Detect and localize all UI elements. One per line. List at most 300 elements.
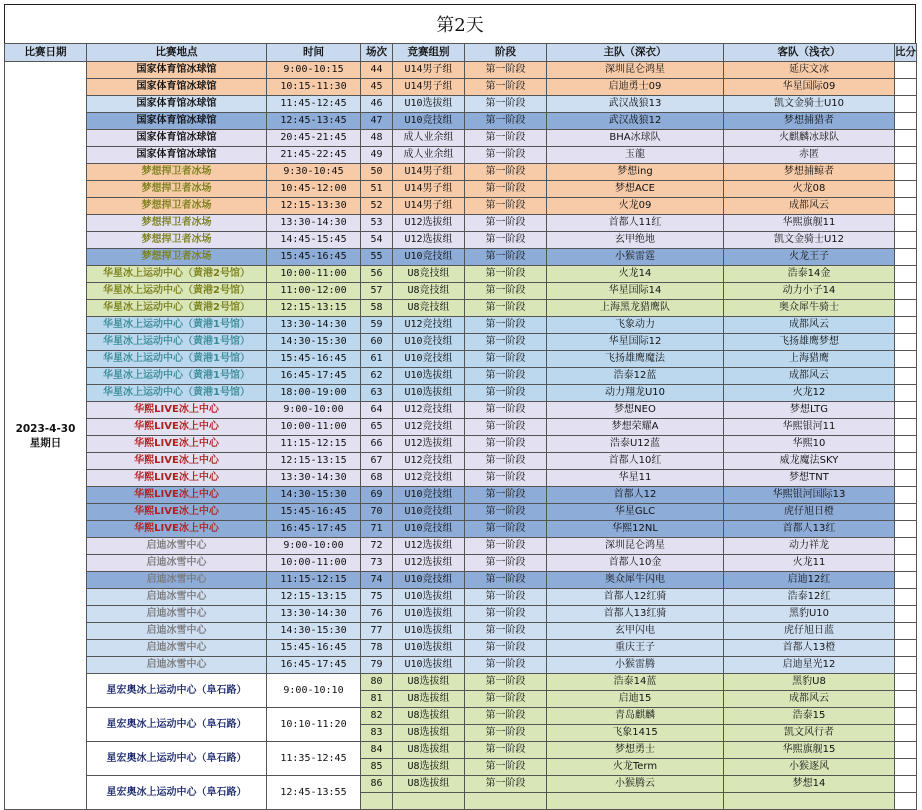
match-no-cell: 85: [361, 759, 393, 776]
header-venue: 比赛地点: [87, 44, 267, 62]
schedule-sheet: [4, 4, 916, 810]
match-no-cell: 79: [361, 657, 393, 674]
venue-cell: 国家体育馆冰球馆: [87, 130, 267, 147]
home-team-cell: 青岛麒麟: [547, 708, 724, 725]
time-cell: 11:00-12:00: [267, 283, 361, 300]
stage-cell: [465, 793, 547, 810]
away-team-cell: 凯文风行者: [724, 725, 895, 742]
away-team-cell: 浩泰14金: [724, 266, 895, 283]
match-no-cell: 58: [361, 300, 393, 317]
table-row: [5, 436, 917, 453]
stage-cell: 第一阶段: [465, 300, 547, 317]
stage-cell: 第一阶段: [465, 572, 547, 589]
venue-cell: 启迪冰雪中心: [87, 555, 267, 572]
table-row: [5, 300, 917, 317]
time-cell: 12:45-13:55: [267, 776, 361, 810]
home-team-cell: 华星国际12: [547, 334, 724, 351]
table-row: [5, 164, 917, 181]
score-cell: [895, 79, 917, 96]
venue-cell: 国家体育馆冰球馆: [87, 62, 267, 79]
table-row: [5, 232, 917, 249]
score-cell: [895, 198, 917, 215]
away-team-cell: 动力小子14: [724, 283, 895, 300]
score-cell: [895, 283, 917, 300]
away-team-cell: 启迪星光12: [724, 657, 895, 674]
venue-cell: 梦想捍卫者冰场: [87, 164, 267, 181]
match-no-cell: 57: [361, 283, 393, 300]
table-row: [5, 62, 917, 79]
stage-cell: 第一阶段: [465, 589, 547, 606]
away-team-cell: 虎仔旭日蓝: [724, 623, 895, 640]
home-team-cell: 梦想荣耀A: [547, 419, 724, 436]
away-team-cell: 成都风云: [724, 317, 895, 334]
match-no-cell: 69: [361, 487, 393, 504]
venue-cell: 启迪冰雪中心: [87, 572, 267, 589]
venue-cell: 华星冰上运动中心（黄港1号馆）: [87, 351, 267, 368]
match-no-cell: 81: [361, 691, 393, 708]
home-team-cell: 首都人11红: [547, 215, 724, 232]
table-row: [5, 249, 917, 266]
time-cell: 14:45-15:45: [267, 232, 361, 249]
venue-cell: 梦想捍卫者冰场: [87, 249, 267, 266]
time-cell: 12:15-13:30: [267, 198, 361, 215]
group-cell: U8选拔组: [393, 674, 465, 691]
stage-cell: 第一阶段: [465, 385, 547, 402]
group-cell: U8竞技组: [393, 266, 465, 283]
score-cell: [895, 742, 917, 759]
time-cell: 14:30-15:30: [267, 334, 361, 351]
weekday-text: 星期日: [29, 436, 62, 449]
away-team-cell: 成都风云: [724, 368, 895, 385]
home-team-cell: 武汉战狼13: [547, 96, 724, 113]
away-team-cell: [724, 793, 895, 810]
score-cell: [895, 793, 917, 810]
stage-cell: 第一阶段: [465, 606, 547, 623]
away-team-cell: 梦想TNT: [724, 470, 895, 487]
score-cell: [895, 300, 917, 317]
home-team-cell: 华星GLC: [547, 504, 724, 521]
stage-cell: 第一阶段: [465, 419, 547, 436]
stage-cell: 第一阶段: [465, 334, 547, 351]
group-cell: U8选拔组: [393, 759, 465, 776]
time-cell: 10:00-11:00: [267, 266, 361, 283]
table-row: [5, 470, 917, 487]
table-row: [5, 674, 917, 691]
away-team-cell: 华星国际09: [724, 79, 895, 96]
table-row: [5, 385, 917, 402]
group-cell: U8竞技组: [393, 300, 465, 317]
away-team-cell: 火麒麟冰球队: [724, 130, 895, 147]
time-cell: 9:00-10:15: [267, 62, 361, 79]
venue-cell: 启迪冰雪中心: [87, 623, 267, 640]
stage-cell: 第一阶段: [465, 351, 547, 368]
home-team-cell: 小猴雷霆: [547, 249, 724, 266]
away-team-cell: 上海猎鹰: [724, 351, 895, 368]
match-no-cell: 59: [361, 317, 393, 334]
group-cell: U10选拔组: [393, 623, 465, 640]
home-team-cell: 首都人12红骑: [547, 589, 724, 606]
stage-cell: 第一阶段: [465, 402, 547, 419]
group-cell: U10选拔组: [393, 657, 465, 674]
home-team-cell: 华星11: [547, 470, 724, 487]
table-row: [5, 606, 917, 623]
score-cell: [895, 623, 917, 640]
away-team-cell: 华熙银河11: [724, 419, 895, 436]
away-team-cell: 启迪12红: [724, 572, 895, 589]
home-team-cell: 重庆王子: [547, 640, 724, 657]
score-cell: [895, 402, 917, 419]
score-cell: [895, 759, 917, 776]
away-team-cell: 华熙银河国际13: [724, 487, 895, 504]
stage-cell: 第一阶段: [465, 453, 547, 470]
venue-cell: 华星冰上运动中心（黄港1号馆）: [87, 334, 267, 351]
venue-cell: 华星冰上运动中心（黄港1号馆）: [87, 368, 267, 385]
venue-cell: 星宏奥冰上运动中心（阜石路）: [87, 742, 267, 776]
time-cell: 12:15-13:15: [267, 453, 361, 470]
away-team-cell: 黑豹U10: [724, 606, 895, 623]
venue-cell: 国家体育馆冰球馆: [87, 79, 267, 96]
stage-cell: 第一阶段: [465, 130, 547, 147]
away-team-cell: 小猴逐风: [724, 759, 895, 776]
away-team-cell: 动力祥龙: [724, 538, 895, 555]
venue-cell: 星宏奥冰上运动中心（阜石路）: [87, 776, 267, 810]
time-cell: 14:30-15:30: [267, 623, 361, 640]
table-row: [5, 640, 917, 657]
home-team-cell: 玄甲闪电: [547, 623, 724, 640]
time-cell: 13:30-14:30: [267, 470, 361, 487]
group-cell: U8选拔组: [393, 708, 465, 725]
score-cell: [895, 708, 917, 725]
time-cell: 16:45-17:45: [267, 368, 361, 385]
time-cell: 11:15-12:15: [267, 436, 361, 453]
venue-cell: 华星冰上运动中心（黄港2号馆）: [87, 283, 267, 300]
score-cell: [895, 419, 917, 436]
group-cell: U14男子组: [393, 181, 465, 198]
group-cell: U14男子组: [393, 62, 465, 79]
away-team-cell: 黑豹U8: [724, 674, 895, 691]
table-row: [5, 742, 917, 759]
home-team-cell: 上海黑龙猎鹰队: [547, 300, 724, 317]
match-no-cell: [361, 793, 393, 810]
score-cell: [895, 538, 917, 555]
stage-cell: 第一阶段: [465, 640, 547, 657]
away-team-cell: 华熙旗舰15: [724, 742, 895, 759]
venue-cell: 启迪冰雪中心: [87, 657, 267, 674]
home-team-cell: 小猴雷腾: [547, 657, 724, 674]
venue-cell: 梦想捍卫者冰场: [87, 215, 267, 232]
venue-cell: 梦想捍卫者冰场: [87, 181, 267, 198]
group-cell: U12竞技组: [393, 453, 465, 470]
stage-cell: 第一阶段: [465, 776, 547, 793]
venue-cell: 华星冰上运动中心（黄港1号馆）: [87, 317, 267, 334]
home-team-cell: 小猴腾云: [547, 776, 724, 793]
home-team-cell: 首都人12: [547, 487, 724, 504]
score-cell: [895, 572, 917, 589]
header-away-team: 客队（浅衣）: [724, 44, 895, 62]
time-cell: 10:00-11:00: [267, 419, 361, 436]
away-team-cell: 凯文金骑士U10: [724, 96, 895, 113]
match-no-cell: 84: [361, 742, 393, 759]
group-cell: U10竞技组: [393, 487, 465, 504]
stage-cell: 第一阶段: [465, 708, 547, 725]
match-no-cell: 80: [361, 674, 393, 691]
match-no-cell: 83: [361, 725, 393, 742]
away-team-cell: 火龙11: [724, 555, 895, 572]
group-cell: U12选拔组: [393, 215, 465, 232]
match-no-cell: 72: [361, 538, 393, 555]
away-team-cell: 梦想14: [724, 776, 895, 793]
score-cell: [895, 674, 917, 691]
score-cell: [895, 232, 917, 249]
time-cell: 16:45-17:45: [267, 657, 361, 674]
score-cell: [895, 606, 917, 623]
table-row: [5, 96, 917, 113]
away-team-cell: 凯文金骑士U12: [724, 232, 895, 249]
away-team-cell: 赤匿: [724, 147, 895, 164]
table-row: [5, 538, 917, 555]
stage-cell: 第一阶段: [465, 215, 547, 232]
stage-cell: 第一阶段: [465, 283, 547, 300]
group-cell: U12选拔组: [393, 232, 465, 249]
schedule-table: [4, 43, 917, 810]
group-cell: U14男子组: [393, 198, 465, 215]
stage-cell: 第一阶段: [465, 96, 547, 113]
away-team-cell: 浩泰12红: [724, 589, 895, 606]
score-cell: [895, 96, 917, 113]
home-team-cell: 浩泰14蓝: [547, 674, 724, 691]
group-cell: U10选拔组: [393, 589, 465, 606]
group-cell: U12竞技组: [393, 402, 465, 419]
home-team-cell: 动力翔龙U10: [547, 385, 724, 402]
group-cell: U8竞技组: [393, 283, 465, 300]
time-cell: 12:45-13:45: [267, 113, 361, 130]
venue-cell: 华熙LIVE冰上中心: [87, 436, 267, 453]
score-cell: [895, 164, 917, 181]
venue-cell: 华星冰上运动中心（黄港1号馆）: [87, 385, 267, 402]
venue-cell: 梦想捍卫者冰场: [87, 198, 267, 215]
match-no-cell: 65: [361, 419, 393, 436]
away-team-cell: 华熙旗舰11: [724, 215, 895, 232]
stage-cell: 第一阶段: [465, 198, 547, 215]
score-cell: [895, 725, 917, 742]
table-row: [5, 317, 917, 334]
group-cell: U14男子组: [393, 164, 465, 181]
home-team-cell: 华星国际14: [547, 283, 724, 300]
table-row: [5, 419, 917, 436]
match-no-cell: 75: [361, 589, 393, 606]
venue-cell: 华熙LIVE冰上中心: [87, 470, 267, 487]
away-team-cell: 梦想LTG: [724, 402, 895, 419]
group-cell: U12竞技组: [393, 419, 465, 436]
time-cell: 18:00-19:00: [267, 385, 361, 402]
match-no-cell: 48: [361, 130, 393, 147]
match-no-cell: 45: [361, 79, 393, 96]
venue-cell: 梦想捍卫者冰场: [87, 232, 267, 249]
venue-cell: 启迪冰雪中心: [87, 606, 267, 623]
group-cell: U10竞技组: [393, 249, 465, 266]
time-cell: 15:45-16:45: [267, 640, 361, 657]
header-match-no: 场次: [361, 44, 393, 62]
home-team-cell: 启迪15: [547, 691, 724, 708]
group-cell: U10竞技组: [393, 113, 465, 130]
score-cell: [895, 657, 917, 674]
away-team-cell: 威龙魔法SKY: [724, 453, 895, 470]
group-cell: 成人业余组: [393, 147, 465, 164]
table-row: [5, 589, 917, 606]
away-team-cell: 浩泰15: [724, 708, 895, 725]
match-no-cell: 74: [361, 572, 393, 589]
venue-cell: 启迪冰雪中心: [87, 589, 267, 606]
score-cell: [895, 113, 917, 130]
match-no-cell: 64: [361, 402, 393, 419]
group-cell: [393, 793, 465, 810]
stage-cell: 第一阶段: [465, 181, 547, 198]
venue-cell: 华熙LIVE冰上中心: [87, 453, 267, 470]
time-cell: 15:45-16:45: [267, 351, 361, 368]
table-row: [5, 402, 917, 419]
stage-cell: 第一阶段: [465, 79, 547, 96]
time-cell: 15:45-16:45: [267, 504, 361, 521]
group-cell: U12竞技组: [393, 470, 465, 487]
home-team-cell: 首都人10金: [547, 555, 724, 572]
away-team-cell: 成都风云: [724, 198, 895, 215]
away-team-cell: 首都人13红: [724, 521, 895, 538]
score-cell: [895, 130, 917, 147]
stage-cell: 第一阶段: [465, 147, 547, 164]
match-no-cell: 63: [361, 385, 393, 402]
group-cell: U12竞技组: [393, 317, 465, 334]
group-cell: U12选拔组: [393, 436, 465, 453]
stage-cell: 第一阶段: [465, 521, 547, 538]
score-cell: [895, 487, 917, 504]
venue-cell: 华熙LIVE冰上中心: [87, 487, 267, 504]
match-no-cell: 68: [361, 470, 393, 487]
header-time: 时间: [267, 44, 361, 62]
group-cell: U10竞技组: [393, 572, 465, 589]
table-row: [5, 368, 917, 385]
score-cell: [895, 640, 917, 657]
score-cell: [895, 555, 917, 572]
time-cell: 20:45-21:45: [267, 130, 361, 147]
stage-cell: 第一阶段: [465, 164, 547, 181]
venue-cell: 国家体育馆冰球馆: [87, 96, 267, 113]
table-row: [5, 623, 917, 640]
table-row: [5, 351, 917, 368]
home-team-cell: 火龙09: [547, 198, 724, 215]
time-cell: 12:15-13:15: [267, 300, 361, 317]
time-cell: 9:30-10:45: [267, 164, 361, 181]
group-cell: U10选拔组: [393, 640, 465, 657]
time-cell: 13:30-14:30: [267, 606, 361, 623]
stage-cell: 第一阶段: [465, 742, 547, 759]
stage-cell: 第一阶段: [465, 487, 547, 504]
score-cell: [895, 181, 917, 198]
group-cell: U10选拔组: [393, 96, 465, 113]
venue-cell: 华星冰上运动中心（黄港2号馆）: [87, 266, 267, 283]
away-team-cell: 火龙12: [724, 385, 895, 402]
away-team-cell: 飞扬雄鹰梦想: [724, 334, 895, 351]
home-team-cell: 首都人13红骑: [547, 606, 724, 623]
time-cell: 10:00-11:00: [267, 555, 361, 572]
match-no-cell: 76: [361, 606, 393, 623]
match-no-cell: 46: [361, 96, 393, 113]
score-cell: [895, 589, 917, 606]
group-cell: U12选拔组: [393, 538, 465, 555]
score-cell: [895, 436, 917, 453]
match-no-cell: 51: [361, 181, 393, 198]
stage-cell: 第一阶段: [465, 266, 547, 283]
home-team-cell: 火龙14: [547, 266, 724, 283]
header-group: 竞赛组别: [393, 44, 465, 62]
table-row: [5, 283, 917, 300]
group-cell: U10竞技组: [393, 351, 465, 368]
stage-cell: 第一阶段: [465, 368, 547, 385]
match-no-cell: 55: [361, 249, 393, 266]
table-row: [5, 555, 917, 572]
venue-cell: 华熙LIVE冰上中心: [87, 521, 267, 538]
stage-cell: 第一阶段: [465, 470, 547, 487]
score-cell: [895, 368, 917, 385]
home-team-cell: 奥众犀牛闪电: [547, 572, 724, 589]
group-cell: U8选拔组: [393, 742, 465, 759]
home-team-cell: 浩泰U12蓝: [547, 436, 724, 453]
table-row: [5, 113, 917, 130]
score-cell: [895, 504, 917, 521]
stage-cell: 第一阶段: [465, 759, 547, 776]
match-no-cell: 78: [361, 640, 393, 657]
venue-cell: 启迪冰雪中心: [87, 640, 267, 657]
venue-cell: 启迪冰雪中心: [87, 538, 267, 555]
stage-cell: 第一阶段: [465, 623, 547, 640]
score-cell: [895, 249, 917, 266]
home-team-cell: 首都人10红: [547, 453, 724, 470]
score-cell: [895, 317, 917, 334]
stage-cell: 第一阶段: [465, 232, 547, 249]
time-cell: 9:00-10:00: [267, 538, 361, 555]
match-no-cell: 82: [361, 708, 393, 725]
score-cell: [895, 776, 917, 793]
stage-cell: 第一阶段: [465, 113, 547, 130]
table-row: [5, 334, 917, 351]
match-no-cell: 67: [361, 453, 393, 470]
home-team-cell: 梦想ing: [547, 164, 724, 181]
home-team-cell: 梦想ACE: [547, 181, 724, 198]
score-cell: [895, 334, 917, 351]
home-team-cell: 飞象1415: [547, 725, 724, 742]
stage-cell: 第一阶段: [465, 62, 547, 79]
match-no-cell: 53: [361, 215, 393, 232]
group-cell: U8选拔组: [393, 776, 465, 793]
venue-cell: 华熙LIVE冰上中心: [87, 402, 267, 419]
match-no-cell: 77: [361, 623, 393, 640]
home-team-cell: 火龙Term: [547, 759, 724, 776]
home-team-cell: [547, 793, 724, 810]
time-cell: 9:00-10:10: [267, 674, 361, 708]
match-no-cell: 62: [361, 368, 393, 385]
home-team-cell: 浩泰12蓝: [547, 368, 724, 385]
group-cell: U8选拔组: [393, 725, 465, 742]
table-row: [5, 181, 917, 198]
time-cell: 11:45-12:45: [267, 96, 361, 113]
home-team-cell: 玄甲绝地: [547, 232, 724, 249]
header-row: [5, 44, 917, 62]
away-team-cell: 梦想捕猎者: [724, 113, 895, 130]
match-no-cell: 47: [361, 113, 393, 130]
time-cell: 10:15-11:30: [267, 79, 361, 96]
stage-cell: 第一阶段: [465, 555, 547, 572]
match-no-cell: 73: [361, 555, 393, 572]
table-row: [5, 130, 917, 147]
